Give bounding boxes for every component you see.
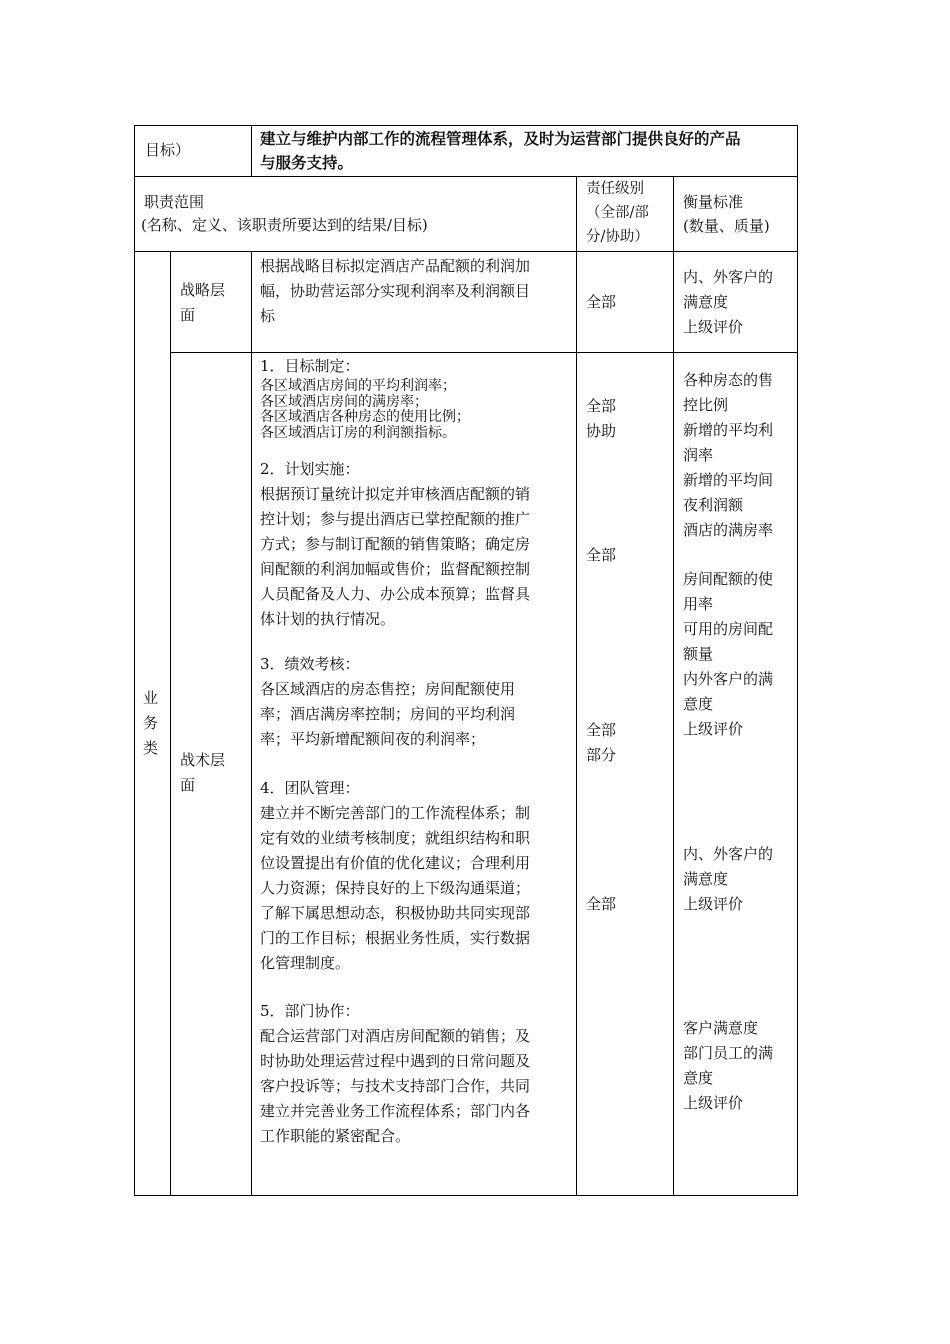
goal-label: 目标） [145,141,191,159]
level-title: 责任级别 （全部/部 分/协助） [586,181,649,245]
col-divider-level [251,251,252,1196]
goal-text: 建立与维护内部工作的流程管理体系，及时为运营部门提供良好的产品 与服务支持。 [260,130,741,172]
tactical-label: 战术层 面 [180,751,226,794]
strategic-measure: 内、外客户的 满意度 上级评价 [683,268,774,336]
strategic-label: 战略层 面 [180,281,226,324]
section-body: 根据预订量统计拟定并审核酒店配额的销 控计划；参与提出酒店已掌控配额的推广 方式；参与制订配额的销售策略；确定房 间配额的利润加幅或售价；监督配额控制 人员配备及人力、办公成本预算；监督具 体计划的执行情况。 [260,485,531,628]
row-divider-header [134,251,798,252]
row-divider-strategic [170,352,798,353]
col-divider-measure [673,176,674,1196]
tactical-measure-2: 房间配额的使 用率 可用的房间配 额量 内外客户的满 意度 上级评价 [683,570,774,738]
strategic-content: 根据战略目标拟定酒店产品配额的利润加 幅，协助营运部分实现利润率及利润额目 标 [260,257,531,325]
tactical-level-3: 全部 部分 [586,721,617,764]
tactical-measure-3: 内、外客户的 满意度 上级评价 [683,845,774,913]
tactical-section-3 [260,652,572,752]
section-heading: 5．部门协作： [260,1002,360,1020]
tactical-section-1 [260,354,572,441]
col-divider-category [170,251,171,1196]
scope-subtitle: (名称、定义、该职责所要达到的结果/目标) [141,216,428,234]
tactical-section-2 [260,457,572,632]
section-heading: 1．目标制定： [260,357,360,375]
section-body: 建立并不断完善部门的工作流程体系；制 定有效的业绩考核制度；就组织结构和职 位设置提出有价值的优化建议；合理利用 人力资源；保持良好的上下级沟通渠道； 了解下属思想动态，积极协助共同实现部 门的工作目标；根据业务性质，实行数据 化管理制度。 [260,804,531,972]
tactical-level-1: 全部 协助 [586,397,617,440]
section-heading: 3．绩效考核： [260,655,360,673]
section-heading: 4．团队管理： [260,779,360,797]
tactical-section-5 [260,999,572,1149]
section-body: 配合运营部门对酒店房间配额的销售；及 时协助处理运营过程中遇到的日常问题及 客户投诉等；与技术支持部门合作，共同 建立并完善业务工作流程体系；部门内各 工作职能的紧密配合。 [260,1027,531,1145]
tactical-section-4 [260,776,572,976]
tactical-level-2: 全部 [586,546,617,564]
col-divider-goal [251,125,252,176]
tactical-measure-1: 各种房态的售 控比例 新增的平均利 润率 新增的平均间 夜利润额 酒店的满房率 [683,371,774,539]
tactical-measure-4: 客户满意度 部门员工的满 意度 上级评价 [683,1019,774,1112]
scope-title: 职责范围 [144,193,205,211]
measure-title: 衡量标准 (数量、质量) [683,193,770,235]
section-body: 各区域酒店房间的平均利润率； 各区域酒店房间的满房率； 各区域酒店各种房态的使用比例； 各区域酒店订房的利润额指标。 [260,378,470,441]
col-divider-scope [576,176,577,1196]
section-heading: 2．计划实施： [260,460,360,478]
tactical-level-4: 全部 [586,895,617,913]
row-divider-goal [134,176,798,177]
category-label: 业 务 类 [143,689,159,757]
strategic-level: 全部 [586,293,617,311]
section-body: 各区域酒店的房态售控；房间配额使用 率；酒店满房率控制；房间的平均利润 率；平均新增配额间夜的利润率； [260,680,516,748]
